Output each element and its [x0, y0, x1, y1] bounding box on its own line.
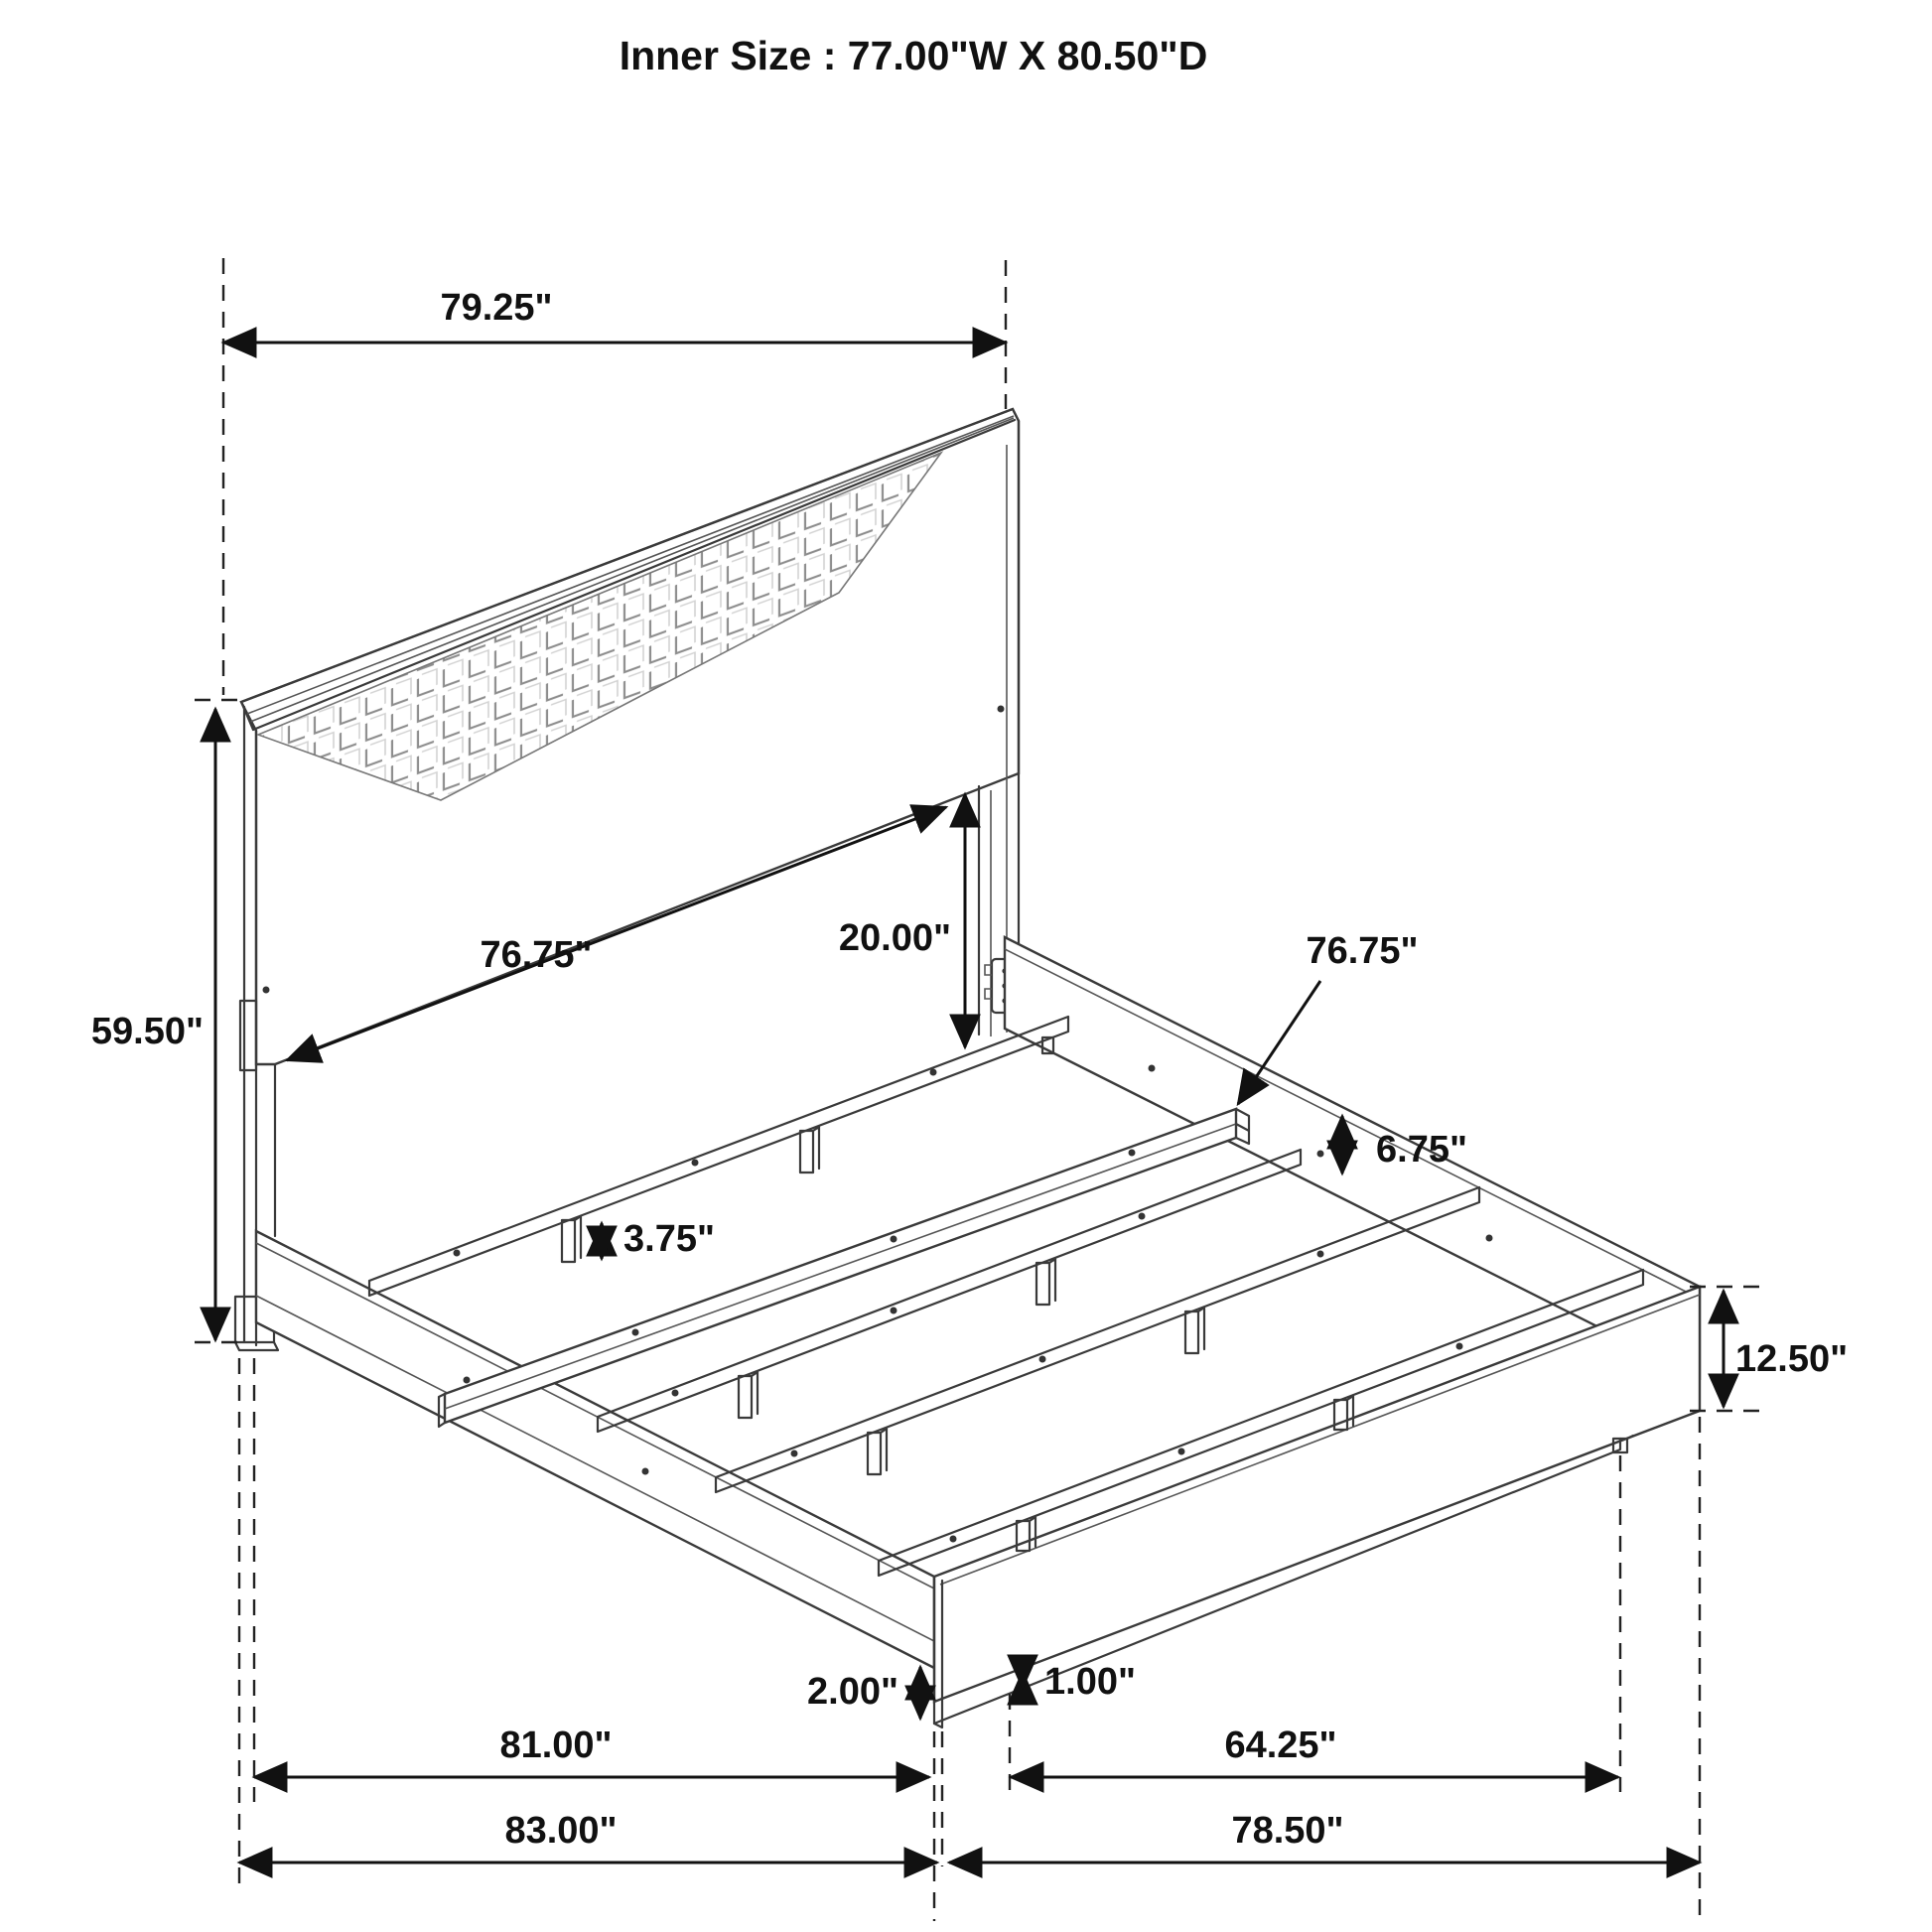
post-spacer-block [240, 1001, 256, 1070]
dimension-headboard-height [91, 709, 215, 1340]
dim-skirt-height-label: 1.00" [1044, 1661, 1136, 1703]
screw-hole [263, 987, 270, 994]
dim-headboard-panel-width-label: 76.75" [480, 934, 593, 976]
dim-overall-width-label: 78.50" [1231, 1810, 1344, 1852]
slat-1 [369, 1017, 1068, 1296]
center-support-rail [439, 1109, 1249, 1427]
left-side-rail [256, 1231, 934, 1668]
dim-footboard-inner-width-label: 64.25" [1224, 1725, 1337, 1766]
headboard [235, 409, 1034, 1350]
screw-hole [998, 706, 1005, 713]
dim-top-width-label: 79.25" [440, 287, 553, 329]
dimension-overall-depth [239, 1810, 937, 1863]
dim-rail-inner-length-label: 81.00" [499, 1725, 613, 1766]
dimension-frame-bottom-clearance [807, 1667, 920, 1719]
dimension-footboard-height [1724, 1291, 1848, 1407]
dimension-top-width [223, 287, 1006, 343]
dim-slat-leg-height-label: 3.75" [623, 1218, 715, 1260]
page-title: Inner Size : 77.00"W X 80.50"D [619, 33, 1208, 78]
dimension-rail-inner-length [254, 1725, 929, 1777]
dimension-footboard-inner-width [1011, 1725, 1618, 1777]
dim-headboard-panel-height-label: 20.00" [838, 917, 951, 959]
dim-footboard-height-label: 12.50" [1735, 1338, 1849, 1380]
dim-support-rail-height-label: 6.75" [1376, 1129, 1467, 1171]
dim-frame-bottom-clearance-label: 2.00" [807, 1671, 898, 1713]
dim-headboard-height-label: 59.50" [90, 1011, 204, 1052]
dimension-slat-leg-height [602, 1218, 715, 1260]
dimension-overall-width [949, 1810, 1700, 1863]
dim-support-rail-length-label: 76.75" [1306, 930, 1419, 972]
dim-overall-depth-label: 83.00" [504, 1810, 618, 1852]
